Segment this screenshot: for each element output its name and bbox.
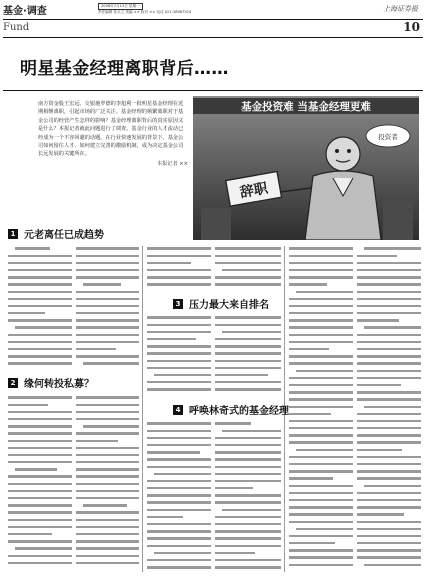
headline-rule	[3, 90, 423, 91]
text-line	[147, 557, 211, 564]
text-line	[76, 259, 139, 266]
text-line	[215, 386, 281, 393]
text-line	[215, 321, 281, 328]
text-line	[289, 511, 353, 518]
body-column-4b	[215, 314, 281, 398]
section-1-number: 1	[8, 229, 18, 239]
text-line	[76, 401, 139, 408]
text-line	[8, 360, 72, 367]
section-1-heading	[8, 226, 104, 241]
text-line	[357, 461, 421, 468]
text-line	[289, 396, 353, 403]
text-line	[289, 403, 353, 410]
text-line	[76, 538, 139, 545]
text-line	[215, 427, 281, 434]
text-line	[289, 303, 353, 310]
text-line	[357, 389, 421, 396]
text-line	[8, 531, 72, 538]
text-line	[8, 317, 72, 324]
text-line	[289, 346, 353, 353]
text-line	[289, 331, 353, 338]
text-line	[215, 259, 281, 266]
section-1-title: 元老离任已成趋势	[24, 230, 104, 241]
text-line	[357, 468, 421, 475]
text-line	[289, 267, 353, 274]
section-name: 基金	[3, 6, 23, 17]
text-line	[147, 463, 211, 470]
text-line	[289, 288, 353, 295]
text-line	[76, 245, 139, 252]
text-line	[289, 274, 353, 281]
text-line	[289, 446, 353, 453]
text-line	[215, 267, 281, 274]
text-line	[147, 442, 211, 449]
text-line	[215, 506, 281, 513]
text-line	[215, 521, 281, 528]
text-line	[357, 489, 421, 496]
text-line	[215, 372, 281, 379]
text-line	[289, 367, 353, 374]
text-line	[147, 314, 211, 321]
text-line	[8, 502, 72, 509]
text-line	[357, 317, 421, 324]
section-3-number: 3	[173, 299, 183, 309]
text-line	[289, 540, 353, 547]
text-line	[357, 331, 421, 338]
illustration	[193, 96, 419, 240]
issue-info	[98, 3, 191, 16]
text-line	[357, 446, 421, 453]
text-line	[8, 324, 72, 331]
text-line	[147, 328, 211, 335]
text-line	[8, 303, 72, 310]
text-line	[215, 364, 281, 371]
text-line	[289, 468, 353, 475]
text-line	[76, 444, 139, 451]
sign-text: 辞职	[238, 180, 270, 202]
text-line	[76, 416, 139, 423]
text-line	[76, 252, 139, 259]
text-line	[76, 338, 139, 345]
text-line	[147, 499, 211, 506]
body-column-5a	[147, 420, 211, 572]
text-line	[147, 379, 211, 386]
text-line	[215, 456, 281, 463]
text-line	[215, 470, 281, 477]
text-line	[76, 288, 139, 295]
text-line	[215, 549, 281, 556]
text-line	[76, 310, 139, 317]
text-line	[357, 439, 421, 446]
text-line	[8, 259, 72, 266]
text-line	[215, 535, 281, 542]
text-line	[289, 317, 353, 324]
text-line	[215, 252, 281, 259]
text-line	[289, 489, 353, 496]
text-line	[357, 382, 421, 389]
text-line	[357, 511, 421, 518]
text-line	[8, 452, 72, 459]
lead-text: 南方资金股王宏远、交银施罗德的李旭利一批明星基金经理在近期相继离职，引起市场的广泛关注。基金经理的频繁离职对于基金公司的经营产生怎样的影响？基金经理离职背后的真实原因又是什么？本报记者就此问题进行了调查。基金行业的人才流动已经成为一个不容回避的话题。在行业快速发展的背景下，基金公司如何留住人才、如何建立完善的激励机制，成为决定基金公司长远发展的关键所在。	[38, 101, 184, 158]
text-line	[8, 466, 72, 473]
text-line	[8, 516, 72, 523]
text-line	[8, 274, 72, 281]
text-line	[76, 459, 139, 466]
text-line	[289, 518, 353, 525]
text-line	[289, 561, 353, 568]
text-line	[147, 542, 211, 549]
text-line	[147, 259, 211, 266]
text-line	[8, 310, 72, 317]
text-line	[8, 245, 72, 252]
text-line	[215, 328, 281, 335]
text-line	[76, 423, 139, 430]
text-line	[215, 314, 281, 321]
text-line	[289, 504, 353, 511]
text-line	[357, 540, 421, 547]
section-2-number: 2	[8, 378, 18, 388]
text-line	[76, 509, 139, 516]
text-line	[215, 281, 281, 288]
text-line	[289, 432, 353, 439]
text-line	[76, 394, 139, 401]
text-line	[289, 310, 353, 317]
text-line	[357, 425, 421, 432]
text-line	[8, 252, 72, 259]
text-line	[76, 303, 139, 310]
paper-name: 上海证券报	[383, 5, 418, 13]
text-line	[215, 564, 281, 571]
text-line	[215, 336, 281, 343]
text-line	[357, 497, 421, 504]
text-line	[147, 252, 211, 259]
text-line	[215, 350, 281, 357]
body-column-5b	[215, 420, 281, 572]
text-line	[8, 523, 72, 530]
editor-line: 责任编辑 张永立 美编 ×× 校对 ×× 电话 021-38967524	[98, 10, 192, 15]
text-line	[357, 475, 421, 482]
text-line	[8, 509, 72, 516]
text-line	[289, 475, 353, 482]
subsection-name: 调查	[26, 6, 47, 17]
text-line	[357, 367, 421, 374]
text-line	[289, 259, 353, 266]
text-line	[8, 459, 72, 466]
body-column-1b	[76, 245, 139, 371]
body-column-2b	[76, 394, 139, 572]
header-rule-top	[3, 19, 423, 20]
text-line	[289, 547, 353, 554]
text-line	[76, 267, 139, 274]
text-line	[147, 267, 211, 274]
text-line	[289, 410, 353, 417]
text-line	[289, 418, 353, 425]
lead-paragraph	[38, 100, 188, 168]
text-line	[76, 502, 139, 509]
body-column-4a	[147, 314, 211, 398]
text-line	[357, 547, 421, 554]
text-line	[147, 343, 211, 350]
text-line	[357, 432, 421, 439]
text-line	[8, 538, 72, 545]
banner-text: 基金投资难 当基金经理更难	[241, 101, 371, 113]
text-line	[147, 478, 211, 485]
text-line	[357, 403, 421, 410]
body-column-6a	[289, 245, 353, 572]
text-line	[147, 420, 211, 427]
category-label: Fund	[3, 22, 30, 33]
text-line	[147, 521, 211, 528]
text-line	[76, 331, 139, 338]
text-line	[289, 245, 353, 252]
body-column-3b	[215, 245, 281, 293]
text-line	[289, 360, 353, 367]
text-line	[8, 401, 72, 408]
text-line	[147, 528, 211, 535]
text-line	[357, 281, 421, 288]
text-line	[357, 310, 421, 317]
text-line	[76, 531, 139, 538]
text-line	[215, 478, 281, 485]
text-line	[147, 364, 211, 371]
text-line	[357, 418, 421, 425]
text-line	[8, 545, 72, 552]
text-line	[76, 480, 139, 487]
text-line	[215, 245, 281, 252]
text-line	[215, 343, 281, 350]
text-line	[357, 561, 421, 568]
text-line	[357, 410, 421, 417]
text-line	[289, 525, 353, 532]
text-line	[289, 353, 353, 360]
speech-text: 投资者	[378, 133, 398, 141]
text-line	[357, 525, 421, 532]
text-line	[215, 442, 281, 449]
text-line	[357, 245, 421, 252]
section-4-number: 4	[173, 405, 183, 415]
text-line	[8, 353, 72, 360]
text-line	[8, 267, 72, 274]
body-column-6b	[357, 245, 421, 572]
text-line	[147, 456, 211, 463]
text-line	[289, 382, 353, 389]
text-line	[215, 274, 281, 281]
text-line	[8, 331, 72, 338]
text-line	[357, 267, 421, 274]
section-2-heading	[8, 375, 94, 390]
text-line	[357, 288, 421, 295]
text-line	[8, 480, 72, 487]
text-line	[76, 452, 139, 459]
text-line	[215, 420, 281, 427]
text-line	[215, 513, 281, 520]
text-line	[8, 473, 72, 480]
text-line	[357, 346, 421, 353]
text-line	[8, 423, 72, 430]
text-line	[357, 338, 421, 345]
text-line	[147, 513, 211, 520]
text-line	[147, 281, 211, 288]
text-line	[8, 281, 72, 288]
text-line	[8, 416, 72, 423]
text-line	[76, 552, 139, 559]
section-2-title: 缘何转投私募？	[24, 379, 94, 390]
text-line	[357, 533, 421, 540]
text-line	[76, 353, 139, 360]
section-4-heading	[173, 402, 289, 417]
text-line	[8, 437, 72, 444]
illustration-art	[193, 96, 419, 240]
section-3-heading	[173, 296, 269, 311]
text-line	[147, 535, 211, 542]
text-line	[215, 528, 281, 535]
text-line	[8, 444, 72, 451]
text-line	[357, 324, 421, 331]
text-line	[357, 360, 421, 367]
text-line	[289, 295, 353, 302]
text-line	[76, 274, 139, 281]
text-line	[8, 338, 72, 345]
text-line	[357, 374, 421, 381]
text-line	[147, 506, 211, 513]
text-line	[357, 353, 421, 360]
text-line	[8, 408, 72, 415]
text-line	[8, 559, 72, 566]
text-line	[357, 396, 421, 403]
text-line	[76, 473, 139, 480]
text-line	[215, 449, 281, 456]
text-line	[289, 324, 353, 331]
text-line	[357, 518, 421, 525]
text-line	[357, 252, 421, 259]
text-line	[76, 437, 139, 444]
text-line	[215, 434, 281, 441]
section-4-title: 呼唤林奇式的基金经理	[189, 406, 289, 417]
body-column-1a	[8, 245, 72, 371]
text-line	[8, 295, 72, 302]
text-line	[76, 317, 139, 324]
text-line	[289, 497, 353, 504]
text-line	[289, 453, 353, 460]
text-line	[147, 336, 211, 343]
text-line	[357, 303, 421, 310]
column-divider-1	[142, 246, 143, 572]
text-line	[76, 495, 139, 502]
text-line	[8, 288, 72, 295]
byline: 本报记者 ××	[156, 160, 188, 167]
text-line	[76, 487, 139, 494]
text-line	[8, 430, 72, 437]
text-line	[289, 252, 353, 259]
text-line	[289, 338, 353, 345]
headline: 明星基金经理离职背后……	[20, 59, 229, 79]
text-line	[76, 281, 139, 288]
text-line	[8, 487, 72, 494]
text-line	[147, 485, 211, 492]
text-line	[8, 495, 72, 502]
text-line	[215, 542, 281, 549]
text-line	[147, 549, 211, 556]
text-line	[147, 350, 211, 357]
text-line	[76, 324, 139, 331]
text-line	[76, 360, 139, 367]
text-line	[147, 245, 211, 252]
text-line	[357, 554, 421, 561]
text-line	[76, 295, 139, 302]
text-line	[357, 259, 421, 266]
text-line	[289, 389, 353, 396]
text-line	[289, 425, 353, 432]
text-line	[76, 466, 139, 473]
text-line	[147, 449, 211, 456]
text-line	[76, 545, 139, 552]
text-line	[215, 485, 281, 492]
text-line	[76, 408, 139, 415]
text-line	[147, 434, 211, 441]
body-column-2a	[8, 394, 72, 572]
text-line	[357, 482, 421, 489]
text-line	[147, 386, 211, 393]
text-line	[289, 439, 353, 446]
text-line	[76, 523, 139, 530]
text-line	[147, 492, 211, 499]
text-line	[8, 394, 72, 401]
section-3-title: 压力最大来自排名	[189, 300, 269, 311]
text-line	[147, 427, 211, 434]
text-line	[289, 374, 353, 381]
text-line	[357, 274, 421, 281]
text-line	[76, 430, 139, 437]
text-line	[215, 379, 281, 386]
text-line	[8, 346, 72, 353]
text-line	[289, 482, 353, 489]
text-line	[76, 516, 139, 523]
body-column-3a	[147, 245, 211, 293]
text-line	[147, 564, 211, 571]
text-line	[357, 504, 421, 511]
section-label: 基金·调查	[3, 6, 47, 17]
text-line	[215, 492, 281, 499]
text-line	[215, 557, 281, 564]
text-line	[215, 357, 281, 364]
text-line	[215, 499, 281, 506]
text-line	[289, 554, 353, 561]
text-line	[8, 552, 72, 559]
text-line	[147, 470, 211, 477]
text-line	[289, 281, 353, 288]
text-line	[147, 372, 211, 379]
text-line	[289, 461, 353, 468]
text-line	[147, 274, 211, 281]
text-line	[147, 357, 211, 364]
text-line	[289, 533, 353, 540]
text-line	[215, 463, 281, 470]
header-rule-bottom	[3, 37, 423, 38]
text-line	[357, 295, 421, 302]
page-number: 10	[403, 20, 420, 34]
date-line: 2006年7月13日 星期一	[98, 3, 143, 10]
text-line	[76, 346, 139, 353]
text-line	[357, 453, 421, 460]
text-line	[76, 559, 139, 566]
text-line	[147, 321, 211, 328]
